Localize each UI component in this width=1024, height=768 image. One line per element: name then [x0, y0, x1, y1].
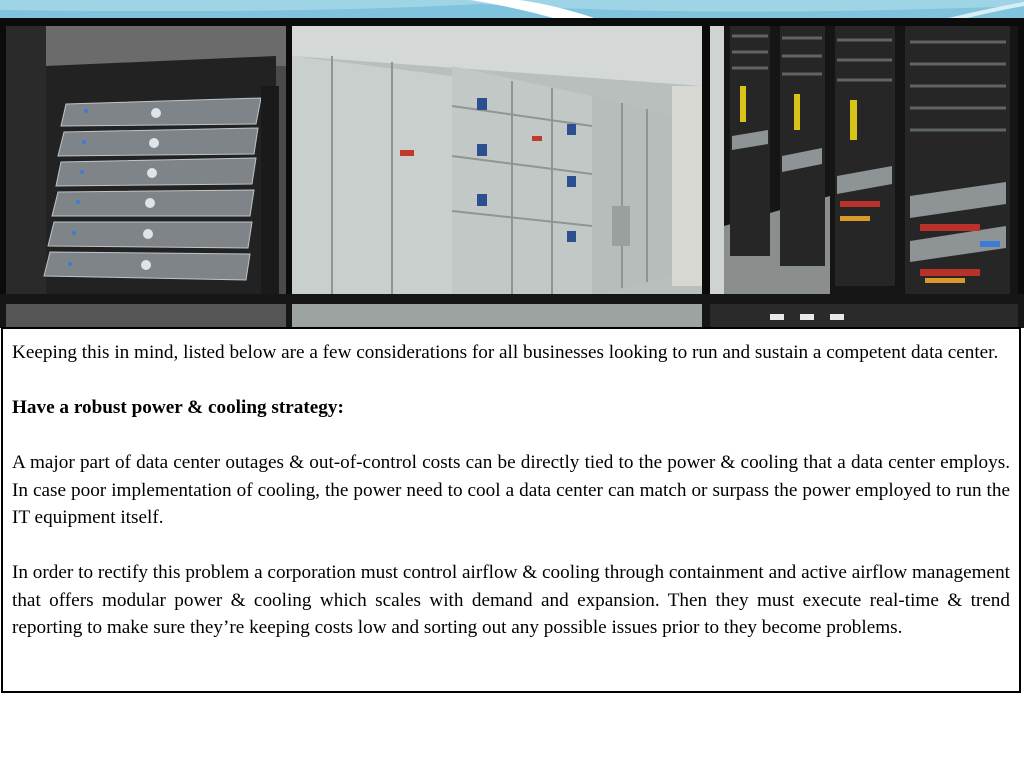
intro-paragraph: Keeping this in mind, listed below are a few considerations for all businesses looking to run and sustain a competent data center.: [12, 342, 999, 363]
section-heading: Have a robust power & cooling strategy:: [12, 397, 344, 418]
photo-strip-lower-edge: [0, 294, 1024, 328]
content-text-box: [1, 327, 1021, 693]
decorative-header-band: [0, 0, 1024, 20]
body-paragraph-1: A major part of data center outages & out-of-control costs can be directly tied to the power & cooling that a data center employs. In case poor implementation of cooling, the power need to cool a data center can match or surpass the power employed to run the IT equipment itself.: [12, 452, 1010, 528]
server-rack-photo: [6, 26, 286, 306]
photo-collage: [0, 18, 1024, 328]
body-paragraph-2: In order to rectify this problem a corporation must control airflow & cooling through containment and active airflow management that offers modular power & cooling which scales with demand and expansion. Then they must execute real-time & trend reporting to make sure they’re keeping costs low and sorting out any possible issues prior to they become problems.: [12, 562, 1010, 638]
electrical-panels-photo: [292, 26, 702, 306]
data-center-racks-photo: [710, 26, 1018, 306]
